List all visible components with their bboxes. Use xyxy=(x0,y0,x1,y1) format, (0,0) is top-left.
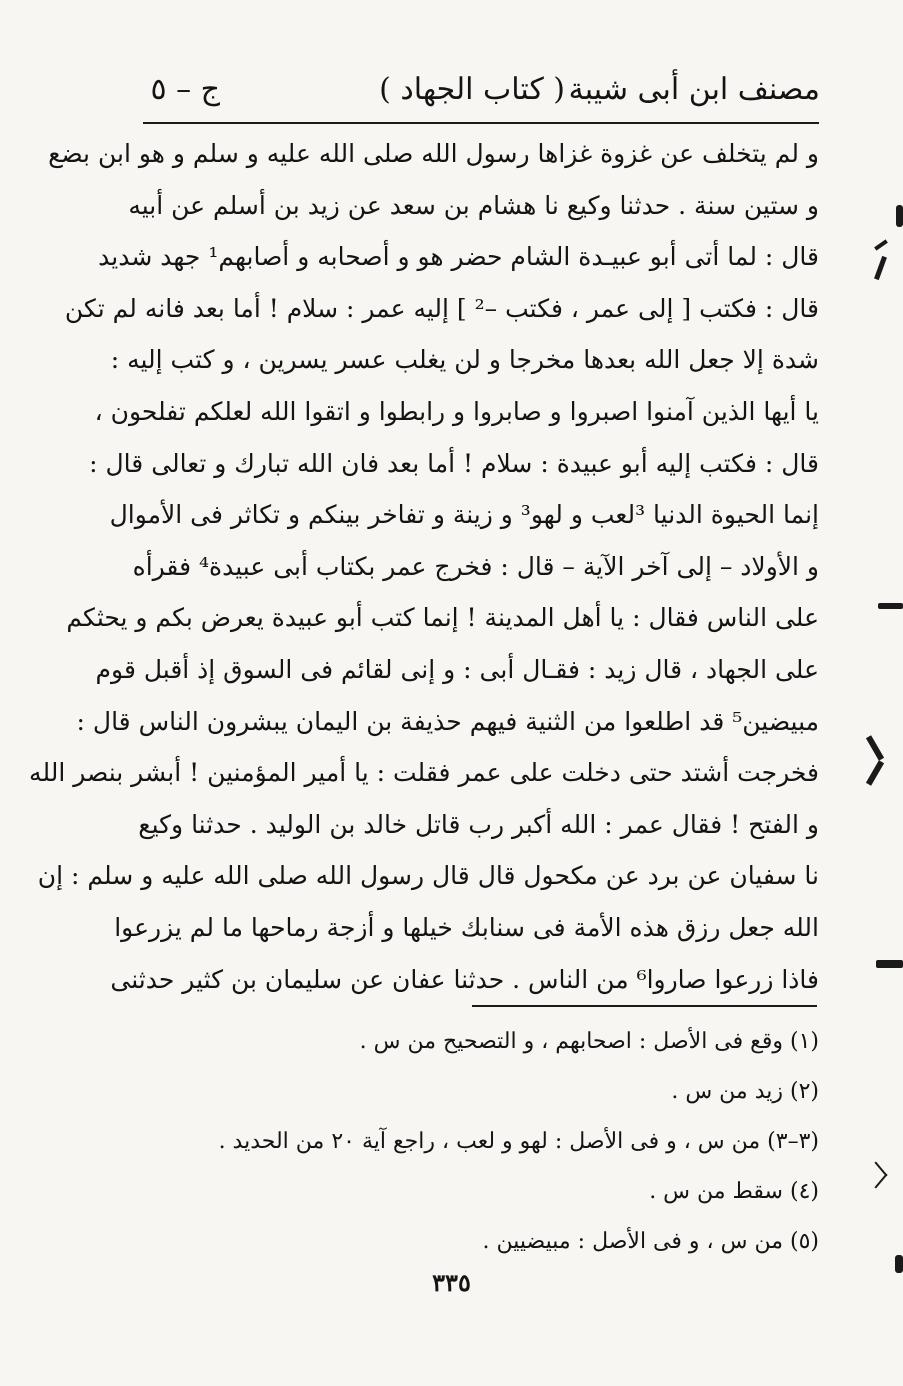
footnote: (١) وقع فى الأصل : اصحابهم ، و التصحيح من س . xyxy=(359,1029,819,1054)
text-line: فخرجت أشتد حتى دخلت على عمر فقلت : يا أمير المؤمنين ! أبشر بنصر الله xyxy=(29,758,819,788)
footnote: (٢) زيد من س . xyxy=(671,1079,819,1104)
text-line: قال : لما أتى أبو عبيـدة الشام حضر هو و أصحابه و أصابهم¹ جهد شديد xyxy=(98,242,819,272)
text-line: و لم يتخلف عن غزوة غزاها رسول الله صلى الله عليه و سلم و هو ابن بضع xyxy=(48,139,819,168)
footnote: (٣–٣) من س ، و فى الأصل : لهو و لعب ، راجع آية ٢٠ من الحديد . xyxy=(218,1129,819,1154)
scan-mark xyxy=(866,760,884,786)
footnote: (٤) سقط من س . xyxy=(649,1179,819,1204)
text-line: على الجهاد ، قال زيد : فقـال أبى : و إنى لقائم فى السوق إذ أقبل قوم xyxy=(95,654,819,684)
footnotes xyxy=(143,1017,819,1267)
scan-mark xyxy=(878,603,903,609)
text-line: و الفتح ! فقال عمر : الله أكبر رب قاتل خالد بن الوليد . حدثنا وكيع xyxy=(138,809,819,839)
text-line: قال : فكتب [ إلى عمر ، فكتب –² ] إليه عمر : سلام ! أما بعد فانه لم تكن xyxy=(64,293,819,323)
running-header xyxy=(140,62,820,122)
text-line: شدة إلا جعل الله بعدها مخرجا و لن يغلب عسر يسرين ، و كتب إليه : xyxy=(110,345,819,375)
book-title: مصنف ابن أبى شيبة xyxy=(568,72,820,107)
page-number: ٣٣٥ xyxy=(432,1268,471,1297)
main-text xyxy=(29,128,819,1005)
scan-mark xyxy=(876,960,903,968)
text-line: على الناس فقال : يا أهل المدينة ! إنما كتب أبو عبيدة يعرض بكم و يحثكم xyxy=(66,603,819,633)
text-line: نا سفيان عن برد عن مكحول قال قال رسول الله صلى الله عليه و سلم : إن xyxy=(37,861,819,891)
scan-mark xyxy=(896,205,903,227)
header-rule xyxy=(143,122,819,124)
section-title: ( كتاب الجهاد ) xyxy=(379,72,565,107)
footnote: (٥) من س ، و فى الأصل : مبيضيين . xyxy=(482,1229,819,1254)
text-line: مبيضين⁵ قد اطلعوا من الثنية فيهم حذيفة بن اليمان يبشرون الناس قال : xyxy=(76,706,819,736)
scan-mark xyxy=(866,735,884,761)
text-line: فاذا زرعوا صاروا⁶ من الناس . حدثنا عفان عن سليمان بن كثير حدثنى xyxy=(110,964,819,994)
text-line: يا أيها الذين آمنوا اصبروا و صابروا و رابطوا و اتقوا الله لعلكم تفلحون ، xyxy=(94,396,819,426)
text-line: إنما الحيوة الدنيا ³لعب و لهو³ و زينة و تفاخر بينكم و تكاثر فى الأموال xyxy=(109,500,819,530)
text-line: قال : فكتب إليه أبو عبيدة : سلام ! أما بعد فان الله تبارك و تعالى قال : xyxy=(89,448,819,478)
text-line: الله جعل رزق هذه الأمة فى سنابك خيلها و أزجة رماحها ما لم يزرعوا xyxy=(114,912,819,942)
scan-mark xyxy=(895,1255,903,1273)
text-line: و الأولاد – إلى آخر الآية – قال : فخرج عمر بكتاب أبى عبيدة⁴ فقرأه xyxy=(132,551,819,581)
text-line: و ستين سنة . حدثنا وكيع نا هشام بن سعد عن زيد بن أسلم عن أبيه xyxy=(128,190,819,220)
scan-mark xyxy=(874,239,888,250)
scan-mark xyxy=(874,1173,887,1188)
volume-label: ج – ٥ xyxy=(150,72,220,107)
scan-mark xyxy=(874,256,887,280)
footnote-rule xyxy=(472,1005,817,1007)
